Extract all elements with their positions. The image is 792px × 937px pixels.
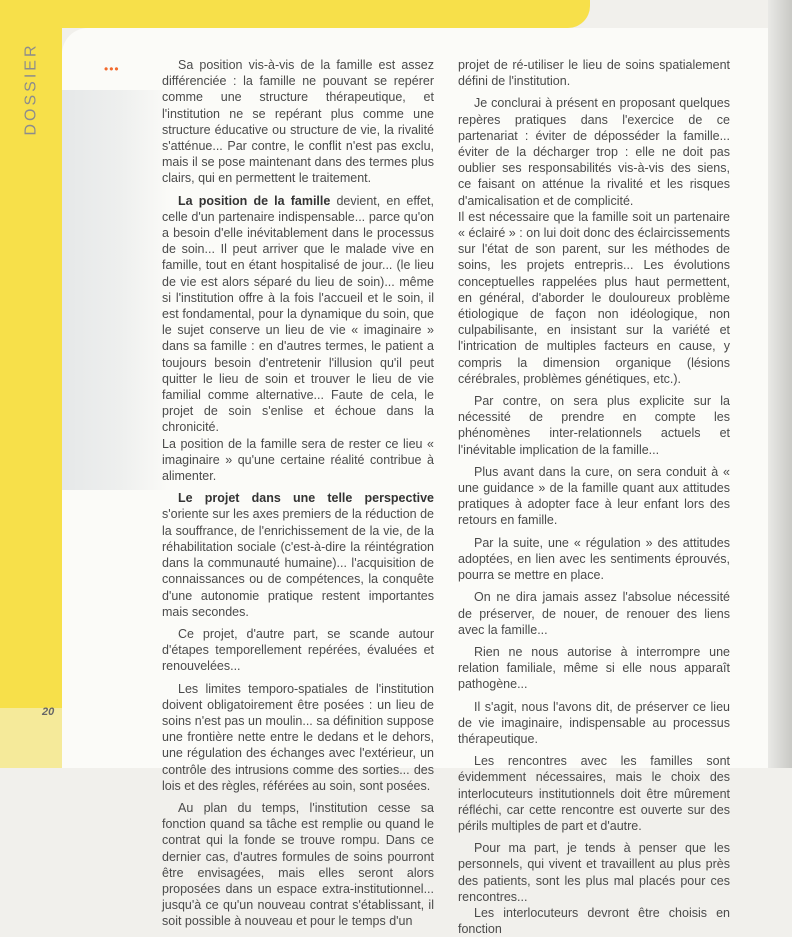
- paragraph: Par contre, on sera plus explicite sur la nécessité de prendre en compte les phénomènes inter-relationnels actuels et l'inévitable implication de la famille...: [458, 394, 730, 457]
- paragraph: Rien ne nous autorise à interrompre une relation familiale, même si elle nous apparaît pathogène...: [458, 644, 730, 692]
- right-text-column: [458, 57, 730, 937]
- paragraph: Je conclurai à présent en proposant quelques repères pratiques dans l'exercice de ce partenariat : éviter de déposséder la famille... éviter de la décharger trop : elle ne doit pas oublier ses responsabilités vis-à-vis des siens, ce faisant on atténue la rivalité et les risques d'amicalisation et de complicité.: [458, 96, 730, 208]
- section-label: DOSSIER: [22, 42, 40, 136]
- paragraph: Il s'agit, nous l'avons dit, de préserver ce lieu de vie imaginaire, indispensable au processus thérapeutique.: [458, 699, 730, 746]
- paragraph: Il est nécessaire que la famille soit un partenaire « éclairé » : on lui doit donc des éclaircissements sur l'état de son parent, sur les méthodes de soins, les projets entrepris... Les évolutions conceptuelles rappelées plus haut permettent, en général, d'aborder le douloureux problème étiologique de façon non idéologique, non culpabilisante, en insistant sur la variété et l'intrication de multiples facteurs en cause, y compris la dimension organique (lésions cérébrales, problèmes génétiques, etc.).: [458, 209, 730, 386]
- paragraph: Le projet dans une telle perspective s'oriente sur les axes premiers de la réduction de la souffrance, de l'enrichissement de la vie, de la réhabilitation sociale (c'est-à-dire la réintégration dans la communauté humaine)... l'acquisition de connaissances ou de compétences, la conquête d'une autonomie pratique restent importantes mais secondes.: [162, 491, 434, 619]
- paragraph: La position de la famille sera de rester ce lieu « imaginaire » qu'une certaine réalité contribue à alimenter.: [162, 436, 434, 484]
- paragraph: Par la suite, une « régulation » des attitudes adoptées, en lien avec les sentiments éprouvés, pourra se mettre en place.: [458, 535, 730, 583]
- paragraph: Plus avant dans la cure, on sera conduit à « une guidance » de la famille quant aux attitudes pratiques à adopter face à leur enfant lors des retours en famille.: [458, 464, 730, 528]
- ornament-dots: •••: [104, 62, 120, 76]
- paragraph: Les limites temporo-spatiales de l'institution doivent obligatoirement être posées : un lieu de soins n'est pas un moulin... sa définition suppose une frontière nette entre le dedans et le dehors, une régulation des échanges avec l'extérieur, un contrôle des intrusions comme des sorties... des lois et des règles, référées au soin, sont posées.: [162, 681, 434, 793]
- paragraph: Les rencontres avec les familles sont évidemment nécessaires, mais le choix des interlocuteurs institutionnels doit être mûrement réfléchi, car cette rencontre est ouverte sur des périls multiples de part et d'autre.: [458, 754, 730, 833]
- lead-in: La position de la famille: [178, 193, 331, 208]
- paragraph: On ne dira jamais assez l'absolue nécessité de préserver, de nouer, de renouer des liens avec la famille...: [458, 590, 730, 637]
- lead-in: Le projet dans une telle perspective: [178, 491, 434, 506]
- paragraph: Pour ma part, je tends à penser que les personnels, qui vivent et travaillent au plus près des patients, sont les plus mal placés pour ces rencontres...: [458, 841, 730, 904]
- page-number: 20: [42, 706, 55, 718]
- left-text-column: [162, 57, 434, 930]
- page-edge-shadow: [768, 0, 792, 768]
- paragraph: Ce projet, d'autre part, se scande autour d'étapes temporellement repérées, évaluées et renouvelées...: [162, 626, 434, 674]
- paragraph: La position de la famille devient, en effet, celle d'un partenaire indispensable... parce qu'on a besoin d'elle inévitablement dans le processus de soin... Il peut arriver que le malade vive en famille, tout en étant hospitalisé de jour... (le lieu de vie est alors séparé du lieu de soin)... même si l'institution offre à la fois l'accueil et le soin, il est fondamental, pour la dynamique du soin, que le sujet conserve un lieu de vie « imaginaire » dans sa famille : en d'autres termes, le patient a toujours besoin d'entretenir l'illusion qu'il peut quitter le lieu de soin et trouver le lieu de vie familial comme alternative... Faute de cela, le projet de soin s'enlise et échoue dans la chronicité.: [162, 193, 434, 435]
- faded-photo-background: [62, 90, 172, 490]
- header-yellow-band: [0, 0, 590, 28]
- paragraph: Sa position vis-à-vis de la famille est assez différenciée : la famille ne pouvant se repérer comme une structure thérapeutique, et l'institution ne se repérant plus comme une structure éducative ou structure de vie, la rivalité s'atténue... Par contre, le conflit n'est pas exclu, mais il se pose maintenant dans des termes plus clairs, qui en permettent le traitement.: [162, 58, 434, 186]
- paragraph: Les interlocuteurs devront être choisis en fonction: [458, 905, 730, 937]
- paragraph: projet de ré-utiliser le lieu de soins spatialement défini de l'institution.: [458, 58, 730, 89]
- paragraph: Au plan du temps, l'institution cesse sa fonction quand sa tâche est remplie ou quand le contrat qui la fonde se trouve rompu. Dans ce dernier cas, d'autres formules de soins pourront être envisagées, mais elles seront alors proposées dans un espace extra-institutionnel... jusqu'à ce qu'un nouveau contrat s'établissant, il soit possible à nouveau et pour le temps d'un: [162, 800, 434, 929]
